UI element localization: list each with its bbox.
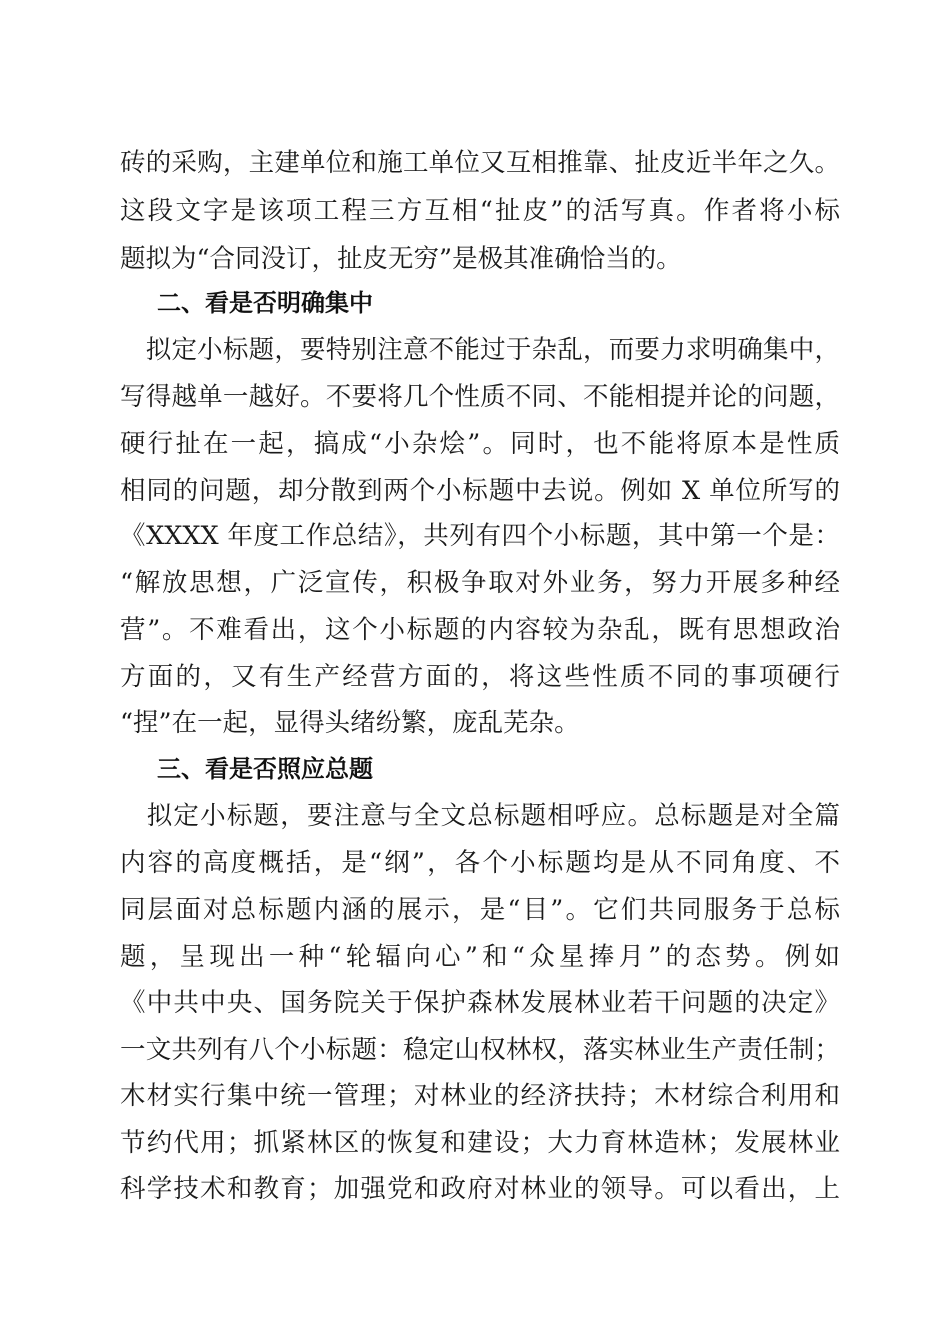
text-line: 砖的采购，主建单位和施工单位又互相推靠、扯皮近半年之久。 xyxy=(120,148,840,178)
text-line: “解放思想，广泛宣传，积极争取对外业务，努力开展多种经 xyxy=(120,568,840,598)
text-line: 硬行扯在一起，搞成“小杂烩”。同时，也不能将原本是性质 xyxy=(120,429,840,459)
text-line: 题，呈现出一种“轮辐向心”和“众星捧月”的态势。例如 xyxy=(120,942,840,972)
text-line: 《中共中央、国务院关于保护森林发展林业若干问题的决定》 xyxy=(120,988,840,1018)
text-line: 拟定小标题，要注意与全文总标题相呼应。总标题是对全篇 xyxy=(120,801,840,831)
text-line: 写得越单一越好。不要将几个性质不同、不能相提并论的问题， xyxy=(120,382,840,412)
text-line: “捏”在一起，显得头绪纷繁，庞乱芜杂。 xyxy=(120,708,580,738)
text-line: 这段文字是该项工程三方互相“扯皮”的活写真。作者将小标 xyxy=(120,196,840,226)
text-line: 同层面对总标题内涵的展示，是“目”。它们共同服务于总标 xyxy=(120,895,840,925)
section-heading: 三、看是否照应总题 xyxy=(157,755,373,783)
text-line: 《XXXX 年度工作总结》，共列有四个小标题，其中第一个是： xyxy=(120,521,840,551)
text-line: 一文共列有八个小标题：稳定山权林权，落实林业生产责任制； xyxy=(120,1035,840,1065)
text-line: 营”。不难看出，这个小标题的内容较为杂乱，既有思想政治 xyxy=(120,615,840,645)
text-line: 拟定小标题，要特别注意不能过于杂乱，而要力求明确集中， xyxy=(120,335,840,365)
text-line: 内容的高度概括，是“纲”，各个小标题均是从不同角度、不 xyxy=(120,848,840,878)
text-line: 方面的，又有生产经营方面的，将这些性质不同的事项硬行 xyxy=(120,662,840,692)
text-line: 科学技术和教育；加强党和政府对林业的领导。可以看出，上 xyxy=(120,1174,840,1204)
text-line: 题拟为“合同没订，扯皮无穷”是极其准确恰当的。 xyxy=(120,244,682,274)
text-line: 节约代用；抓紧林区的恢复和建设；大力育林造林；发展林业 xyxy=(120,1128,840,1158)
text-line: 相同的问题，却分散到两个小标题中去说。例如 X 单位所写的 xyxy=(120,476,840,506)
text-line: 木材实行集中统一管理；对林业的经济扶持；木材综合利用和 xyxy=(120,1081,840,1111)
section-heading: 二、看是否明确集中 xyxy=(157,289,373,317)
